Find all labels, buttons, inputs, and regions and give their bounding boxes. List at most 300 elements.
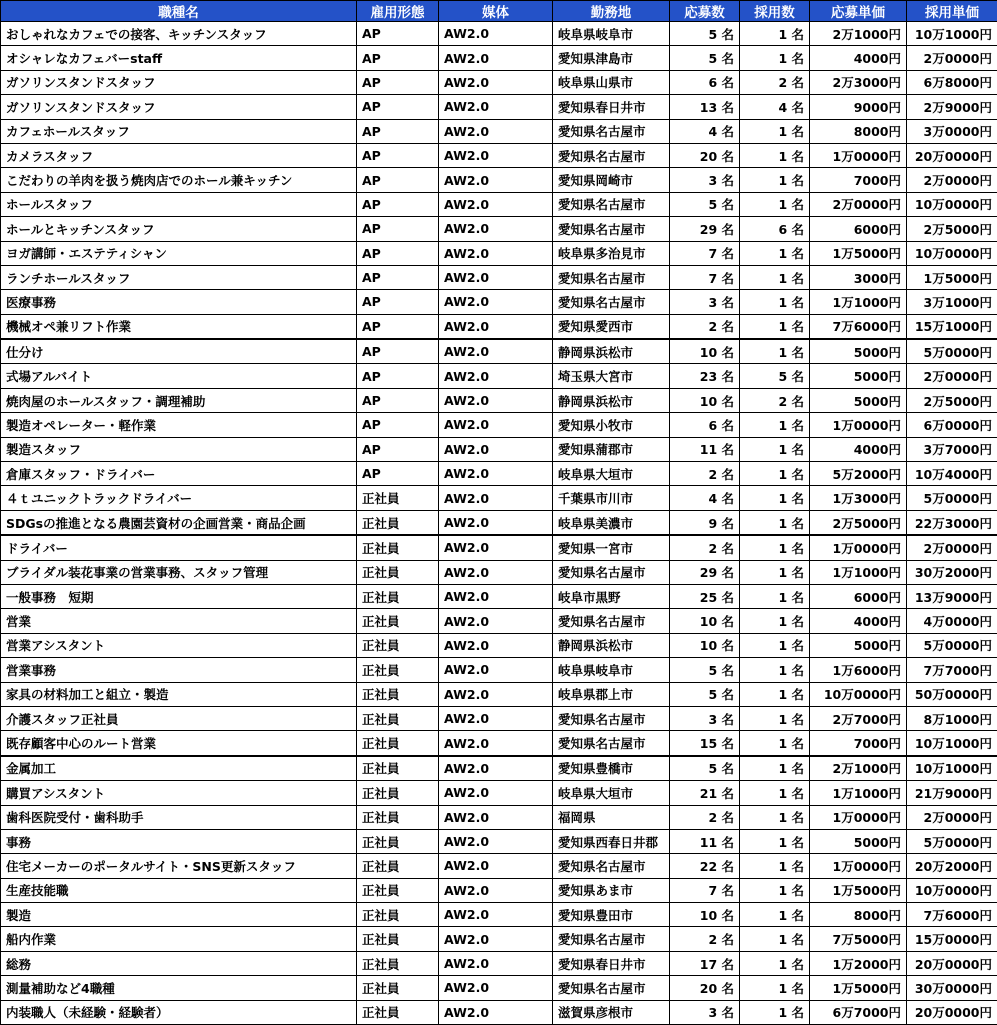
- cost-per-application-cell: 1万1000円: [810, 781, 907, 805]
- applications-cell: 11 名: [670, 437, 740, 461]
- cost-per-application-cell: 5万2000円: [810, 462, 907, 486]
- applications-cell: 6 名: [670, 413, 740, 437]
- table-row: [1, 290, 997, 314]
- job-title-cell: ホールとキッチンスタッフ: [1, 217, 357, 241]
- table-row: [1, 168, 997, 192]
- media-cell: AW2.0: [439, 805, 553, 829]
- cost-per-application-cell: 1万0000円: [810, 805, 907, 829]
- hires-cell: 1 名: [740, 878, 810, 902]
- media-cell: AW2.0: [439, 364, 553, 388]
- job-title-cell: 既存顧客中心のルート営業: [1, 731, 357, 756]
- table-row: [1, 731, 997, 756]
- media-cell: AW2.0: [439, 486, 553, 510]
- table-row: [1, 927, 997, 951]
- employment-type-cell: AP: [357, 364, 439, 388]
- job-title-cell: ランチホールスタッフ: [1, 265, 357, 289]
- media-cell: AW2.0: [439, 584, 553, 608]
- employment-type-cell: 正社員: [357, 731, 439, 756]
- applications-cell: 7 名: [670, 878, 740, 902]
- hires-cell: 1 名: [740, 119, 810, 143]
- location-cell: 静岡県浜松市: [553, 633, 670, 657]
- table-row: [1, 265, 997, 289]
- cost-per-hire-cell: 15万1000円: [907, 314, 997, 339]
- table-row: [1, 878, 997, 902]
- applications-cell: 5 名: [670, 658, 740, 682]
- hires-cell: 1 名: [740, 143, 810, 167]
- media-cell: AW2.0: [439, 781, 553, 805]
- employment-type-cell: AP: [357, 70, 439, 94]
- location-cell: 愛知県名古屋市: [553, 976, 670, 1000]
- cost-per-application-cell: 1万1000円: [810, 560, 907, 584]
- cost-per-hire-cell: 10万1000円: [907, 731, 997, 756]
- job-title-cell: ヨガ講師・エステティシャン: [1, 241, 357, 265]
- location-cell: 愛知県小牧市: [553, 413, 670, 437]
- hires-cell: 1 名: [740, 633, 810, 657]
- location-cell: 岐阜県美濃市: [553, 510, 670, 535]
- cost-per-application-cell: 10万0000円: [810, 682, 907, 706]
- hires-cell: 1 名: [740, 829, 810, 853]
- cost-per-hire-cell: 3万7000円: [907, 437, 997, 461]
- employment-type-cell: AP: [357, 314, 439, 339]
- table-row: [1, 437, 997, 461]
- table-row: [1, 364, 997, 388]
- table-row: [1, 95, 997, 119]
- location-cell: 愛知県名古屋市: [553, 731, 670, 756]
- table-row: [1, 510, 997, 535]
- cost-per-application-cell: 1万3000円: [810, 486, 907, 510]
- job-title-cell: こだわりの羊肉を扱う焼肉店でのホール兼キッチン: [1, 168, 357, 192]
- hires-cell: 1 名: [740, 706, 810, 730]
- media-cell: AW2.0: [439, 829, 553, 853]
- cost-per-application-cell: 1万0000円: [810, 143, 907, 167]
- hires-cell: 5 名: [740, 364, 810, 388]
- employment-type-cell: AP: [357, 168, 439, 192]
- media-cell: AW2.0: [439, 314, 553, 339]
- cost-per-application-cell: 7000円: [810, 168, 907, 192]
- cost-per-application-cell: 2万5000円: [810, 510, 907, 535]
- employment-type-cell: 正社員: [357, 560, 439, 584]
- applications-cell: 10 名: [670, 609, 740, 633]
- employment-type-cell: AP: [357, 119, 439, 143]
- location-cell: 岐阜県大垣市: [553, 462, 670, 486]
- cost-per-application-cell: 1万5000円: [810, 976, 907, 1000]
- location-cell: 愛知県名古屋市: [553, 609, 670, 633]
- location-cell: 埼玉県大宮市: [553, 364, 670, 388]
- applications-cell: 20 名: [670, 143, 740, 167]
- location-cell: 愛知県名古屋市: [553, 560, 670, 584]
- hires-cell: 1 名: [740, 168, 810, 192]
- cost-per-application-cell: 4000円: [810, 609, 907, 633]
- employment-type-cell: AP: [357, 95, 439, 119]
- applications-cell: 6 名: [670, 70, 740, 94]
- cost-per-hire-cell: 4万0000円: [907, 609, 997, 633]
- cost-per-application-cell: 1万0000円: [810, 535, 907, 560]
- cost-per-hire-cell: 2万0000円: [907, 168, 997, 192]
- employment-type-cell: 正社員: [357, 682, 439, 706]
- cost-per-hire-cell: 6万0000円: [907, 413, 997, 437]
- job-title-cell: 住宅メーカーのポータルサイト・SNS更新スタッフ: [1, 854, 357, 878]
- job-title-cell: 歯科医院受付・歯科助手: [1, 805, 357, 829]
- location-cell: 愛知県西春日井郡: [553, 829, 670, 853]
- applications-cell: 10 名: [670, 903, 740, 927]
- hires-cell: 1 名: [740, 854, 810, 878]
- table-row: [1, 781, 997, 805]
- location-cell: 静岡県浜松市: [553, 339, 670, 364]
- cost-per-application-cell: 8000円: [810, 119, 907, 143]
- table-row: [1, 486, 997, 510]
- cost-per-hire-cell: 2万9000円: [907, 95, 997, 119]
- col-header-location: 勤務地: [553, 1, 670, 22]
- applications-cell: 23 名: [670, 364, 740, 388]
- employment-type-cell: 正社員: [357, 805, 439, 829]
- applications-cell: 3 名: [670, 706, 740, 730]
- location-cell: 愛知県名古屋市: [553, 119, 670, 143]
- job-title-cell: 医療事務: [1, 290, 357, 314]
- location-cell: 愛知県名古屋市: [553, 217, 670, 241]
- media-cell: AW2.0: [439, 95, 553, 119]
- cost-per-hire-cell: 20万0000円: [907, 1000, 997, 1024]
- employment-type-cell: AP: [357, 143, 439, 167]
- hires-cell: 1 名: [740, 535, 810, 560]
- table-row: [1, 756, 997, 781]
- applications-cell: 5 名: [670, 22, 740, 46]
- location-cell: 愛知県名古屋市: [553, 854, 670, 878]
- col-header-applications: 応募数: [670, 1, 740, 22]
- location-cell: 岐阜県岐阜市: [553, 658, 670, 682]
- media-cell: AW2.0: [439, 731, 553, 756]
- cost-per-hire-cell: 5万0000円: [907, 829, 997, 853]
- hires-cell: 1 名: [740, 46, 810, 70]
- employment-type-cell: 正社員: [357, 584, 439, 608]
- hires-cell: 4 名: [740, 95, 810, 119]
- cost-per-hire-cell: 2万0000円: [907, 364, 997, 388]
- employment-type-cell: AP: [357, 265, 439, 289]
- cost-per-hire-cell: 2万5000円: [907, 388, 997, 412]
- cost-per-hire-cell: 10万0000円: [907, 878, 997, 902]
- applications-cell: 7 名: [670, 265, 740, 289]
- applications-cell: 15 名: [670, 731, 740, 756]
- cost-per-application-cell: 8000円: [810, 903, 907, 927]
- employment-type-cell: 正社員: [357, 854, 439, 878]
- cost-per-application-cell: 2万1000円: [810, 22, 907, 46]
- table-row: [1, 217, 997, 241]
- job-title-cell: ドライバー: [1, 535, 357, 560]
- job-title-cell: ホールスタッフ: [1, 192, 357, 216]
- job-title-cell: ４ｔユニックトラックドライバー: [1, 486, 357, 510]
- employment-type-cell: 正社員: [357, 658, 439, 682]
- job-title-cell: 機械オペ兼リフト作業: [1, 314, 357, 339]
- cost-per-hire-cell: 20万0000円: [907, 143, 997, 167]
- media-cell: AW2.0: [439, 706, 553, 730]
- cost-per-application-cell: 1万5000円: [810, 241, 907, 265]
- hires-cell: 1 名: [740, 658, 810, 682]
- cost-per-application-cell: 7万5000円: [810, 927, 907, 951]
- cost-per-hire-cell: 5万0000円: [907, 486, 997, 510]
- location-cell: 愛知県蒲郡市: [553, 437, 670, 461]
- hires-cell: 1 名: [740, 805, 810, 829]
- job-title-cell: 事務: [1, 829, 357, 853]
- cost-per-hire-cell: 2万0000円: [907, 535, 997, 560]
- applications-cell: 13 名: [670, 95, 740, 119]
- employment-type-cell: AP: [357, 217, 439, 241]
- location-cell: 愛知県名古屋市: [553, 927, 670, 951]
- media-cell: AW2.0: [439, 46, 553, 70]
- table-row: [1, 658, 997, 682]
- location-cell: 愛知県豊橋市: [553, 756, 670, 781]
- cost-per-hire-cell: 5万0000円: [907, 339, 997, 364]
- cost-per-application-cell: 2万1000円: [810, 756, 907, 781]
- applications-cell: 3 名: [670, 168, 740, 192]
- applications-cell: 17 名: [670, 951, 740, 975]
- media-cell: AW2.0: [439, 854, 553, 878]
- cost-per-hire-cell: 30万2000円: [907, 560, 997, 584]
- cost-per-hire-cell: 1万5000円: [907, 265, 997, 289]
- job-title-cell: 船内作業: [1, 927, 357, 951]
- location-cell: 愛知県一宮市: [553, 535, 670, 560]
- job-title-cell: SDGsの推進となる農園芸資材の企画営業・商品企画: [1, 510, 357, 535]
- cost-per-application-cell: 1万1000円: [810, 290, 907, 314]
- hires-cell: 1 名: [740, 682, 810, 706]
- media-cell: AW2.0: [439, 143, 553, 167]
- media-cell: AW2.0: [439, 192, 553, 216]
- hires-cell: 1 名: [740, 1000, 810, 1024]
- media-cell: AW2.0: [439, 927, 553, 951]
- media-cell: AW2.0: [439, 560, 553, 584]
- location-cell: 静岡県浜松市: [553, 388, 670, 412]
- col-header-hires: 採用数: [740, 1, 810, 22]
- cost-per-application-cell: 3000円: [810, 265, 907, 289]
- hires-cell: 1 名: [740, 339, 810, 364]
- job-title-cell: 営業アシスタント: [1, 633, 357, 657]
- table-row: [1, 829, 997, 853]
- cost-per-application-cell: 5000円: [810, 339, 907, 364]
- media-cell: AW2.0: [439, 290, 553, 314]
- table-row: [1, 1000, 997, 1024]
- employment-type-cell: 正社員: [357, 633, 439, 657]
- cost-per-hire-cell: 30万0000円: [907, 976, 997, 1000]
- job-title-cell: 営業事務: [1, 658, 357, 682]
- table-row: [1, 584, 997, 608]
- hires-cell: 1 名: [740, 265, 810, 289]
- applications-cell: 2 名: [670, 314, 740, 339]
- table-row: [1, 192, 997, 216]
- hires-cell: 1 名: [740, 584, 810, 608]
- location-cell: 愛知県名古屋市: [553, 290, 670, 314]
- employment-type-cell: 正社員: [357, 706, 439, 730]
- job-title-cell: 測量補助など4職種: [1, 976, 357, 1000]
- applications-cell: 5 名: [670, 46, 740, 70]
- cost-per-application-cell: 6000円: [810, 584, 907, 608]
- table-row: [1, 976, 997, 1000]
- location-cell: 愛知県名古屋市: [553, 265, 670, 289]
- employment-type-cell: 正社員: [357, 535, 439, 560]
- applications-cell: 10 名: [670, 339, 740, 364]
- job-title-cell: カフェホールスタッフ: [1, 119, 357, 143]
- col-header-job-title: 職種名: [1, 1, 357, 22]
- employment-type-cell: AP: [357, 462, 439, 486]
- table-row: [1, 633, 997, 657]
- employment-type-cell: 正社員: [357, 927, 439, 951]
- media-cell: AW2.0: [439, 388, 553, 412]
- job-title-cell: 焼肉屋のホールスタッフ・調理補助: [1, 388, 357, 412]
- media-cell: AW2.0: [439, 22, 553, 46]
- location-cell: 愛知県あま市: [553, 878, 670, 902]
- media-cell: AW2.0: [439, 241, 553, 265]
- media-cell: AW2.0: [439, 976, 553, 1000]
- cost-per-application-cell: 1万0000円: [810, 854, 907, 878]
- hires-cell: 1 名: [740, 560, 810, 584]
- location-cell: 愛知県春日井市: [553, 951, 670, 975]
- hires-cell: 2 名: [740, 70, 810, 94]
- cost-per-hire-cell: 10万1000円: [907, 756, 997, 781]
- applications-cell: 10 名: [670, 388, 740, 412]
- table-row: [1, 314, 997, 339]
- location-cell: 岐阜県多治見市: [553, 241, 670, 265]
- location-cell: 千葉県市川市: [553, 486, 670, 510]
- job-title-cell: 内装職人（未経験・経験者）: [1, 1000, 357, 1024]
- applications-cell: 5 名: [670, 682, 740, 706]
- hires-cell: 1 名: [740, 927, 810, 951]
- hires-cell: 1 名: [740, 756, 810, 781]
- hires-cell: 6 名: [740, 217, 810, 241]
- location-cell: 愛知県名古屋市: [553, 192, 670, 216]
- hires-cell: 1 名: [740, 609, 810, 633]
- hires-cell: 1 名: [740, 486, 810, 510]
- cost-per-application-cell: 1万2000円: [810, 951, 907, 975]
- table-row: [1, 951, 997, 975]
- hires-cell: 1 名: [740, 781, 810, 805]
- table-row: [1, 854, 997, 878]
- cost-per-hire-cell: 6万8000円: [907, 70, 997, 94]
- hires-cell: 1 名: [740, 731, 810, 756]
- cost-per-hire-cell: 3万0000円: [907, 119, 997, 143]
- table-row: [1, 462, 997, 486]
- applications-cell: 2 名: [670, 462, 740, 486]
- cost-per-hire-cell: 8万1000円: [907, 706, 997, 730]
- table-row: [1, 903, 997, 927]
- job-title-cell: おしゃれなカフェでの接客、キッチンスタッフ: [1, 22, 357, 46]
- location-cell: 岐阜県郡上市: [553, 682, 670, 706]
- applications-cell: 21 名: [670, 781, 740, 805]
- job-title-cell: 式場アルバイト: [1, 364, 357, 388]
- location-cell: 愛知県名古屋市: [553, 143, 670, 167]
- applications-cell: 7 名: [670, 241, 740, 265]
- employment-type-cell: 正社員: [357, 510, 439, 535]
- applications-cell: 11 名: [670, 829, 740, 853]
- table-row: [1, 560, 997, 584]
- cost-per-hire-cell: 21万9000円: [907, 781, 997, 805]
- job-title-cell: 営業: [1, 609, 357, 633]
- job-title-cell: 一般事務 短期: [1, 584, 357, 608]
- employment-type-cell: 正社員: [357, 486, 439, 510]
- media-cell: AW2.0: [439, 756, 553, 781]
- applications-cell: 2 名: [670, 927, 740, 951]
- media-cell: AW2.0: [439, 682, 553, 706]
- table-row: [1, 388, 997, 412]
- cost-per-application-cell: 2万3000円: [810, 70, 907, 94]
- hires-cell: 1 名: [740, 22, 810, 46]
- media-cell: AW2.0: [439, 217, 553, 241]
- cost-per-application-cell: 7000円: [810, 731, 907, 756]
- table-row: [1, 70, 997, 94]
- location-cell: 福岡県: [553, 805, 670, 829]
- location-cell: 愛知県名古屋市: [553, 706, 670, 730]
- cost-per-application-cell: 1万6000円: [810, 658, 907, 682]
- location-cell: 滋賀県彦根市: [553, 1000, 670, 1024]
- applications-cell: 2 名: [670, 535, 740, 560]
- media-cell: AW2.0: [439, 951, 553, 975]
- cost-per-hire-cell: 10万4000円: [907, 462, 997, 486]
- media-cell: AW2.0: [439, 70, 553, 94]
- cost-per-hire-cell: 13万9000円: [907, 584, 997, 608]
- location-cell: 岐阜県岐阜市: [553, 22, 670, 46]
- applications-cell: 3 名: [670, 290, 740, 314]
- cost-per-hire-cell: 5万0000円: [907, 633, 997, 657]
- hires-cell: 1 名: [740, 903, 810, 927]
- media-cell: AW2.0: [439, 437, 553, 461]
- cost-per-hire-cell: 7万6000円: [907, 903, 997, 927]
- hires-cell: 1 名: [740, 437, 810, 461]
- cost-per-application-cell: 5000円: [810, 633, 907, 657]
- media-cell: AW2.0: [439, 878, 553, 902]
- job-title-cell: ガソリンスタンドスタッフ: [1, 70, 357, 94]
- employment-type-cell: 正社員: [357, 781, 439, 805]
- col-header-cost-per-application: 応募単価: [810, 1, 907, 22]
- applications-cell: 5 名: [670, 756, 740, 781]
- applications-cell: 4 名: [670, 119, 740, 143]
- applications-cell: 5 名: [670, 192, 740, 216]
- cost-per-application-cell: 6万7000円: [810, 1000, 907, 1024]
- media-cell: AW2.0: [439, 413, 553, 437]
- cost-per-hire-cell: 15万0000円: [907, 927, 997, 951]
- applications-cell: 4 名: [670, 486, 740, 510]
- table-row: [1, 682, 997, 706]
- location-cell: 愛知県春日井市: [553, 95, 670, 119]
- job-title-cell: オシャレなカフェバーstaff: [1, 46, 357, 70]
- cost-per-application-cell: 6000円: [810, 217, 907, 241]
- location-cell: 愛知県豊田市: [553, 903, 670, 927]
- cost-per-hire-cell: 20万0000円: [907, 951, 997, 975]
- location-cell: 愛知県津島市: [553, 46, 670, 70]
- cost-per-hire-cell: 10万0000円: [907, 192, 997, 216]
- media-cell: AW2.0: [439, 1000, 553, 1024]
- media-cell: AW2.0: [439, 168, 553, 192]
- employment-type-cell: AP: [357, 192, 439, 216]
- table-row: [1, 609, 997, 633]
- hires-cell: 2 名: [740, 388, 810, 412]
- job-title-cell: 仕分け: [1, 339, 357, 364]
- media-cell: AW2.0: [439, 339, 553, 364]
- employment-type-cell: 正社員: [357, 951, 439, 975]
- applications-cell: 29 名: [670, 217, 740, 241]
- location-cell: 岐阜市黒野: [553, 584, 670, 608]
- media-cell: AW2.0: [439, 462, 553, 486]
- table-row: [1, 413, 997, 437]
- employment-type-cell: AP: [357, 46, 439, 70]
- job-title-cell: ブライダル装花事業の営業事務、スタッフ管理: [1, 560, 357, 584]
- employment-type-cell: AP: [357, 290, 439, 314]
- employment-type-cell: AP: [357, 437, 439, 461]
- employment-type-cell: 正社員: [357, 609, 439, 633]
- location-cell: 岐阜県大垣市: [553, 781, 670, 805]
- header-row: [1, 1, 997, 22]
- cost-per-application-cell: 7万6000円: [810, 314, 907, 339]
- media-cell: AW2.0: [439, 609, 553, 633]
- cost-per-application-cell: 4000円: [810, 46, 907, 70]
- media-cell: AW2.0: [439, 658, 553, 682]
- table-row: [1, 805, 997, 829]
- cost-per-hire-cell: 3万1000円: [907, 290, 997, 314]
